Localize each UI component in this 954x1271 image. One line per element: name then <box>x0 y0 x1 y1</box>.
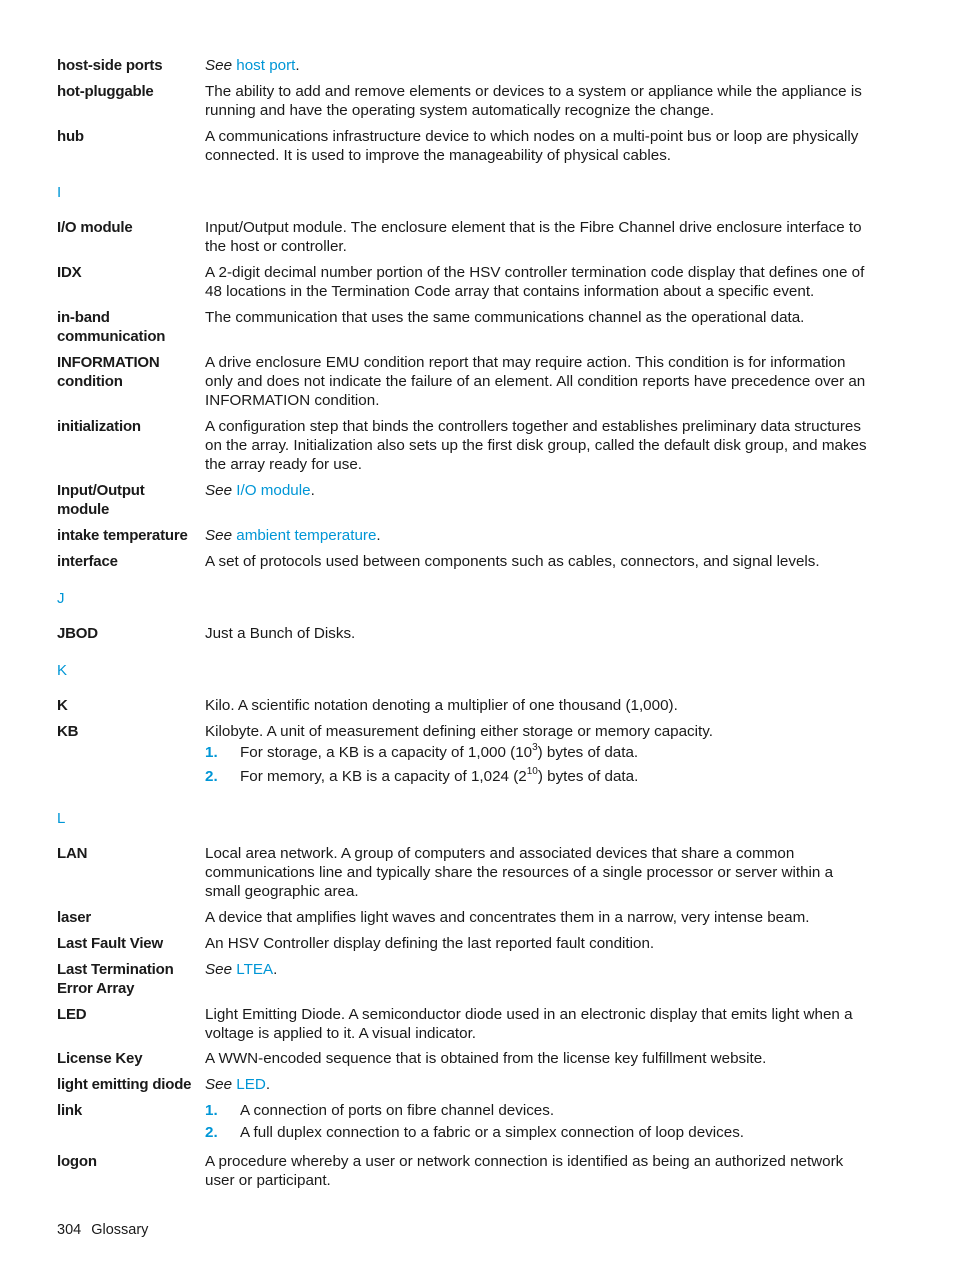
list-text: A full duplex connection to a fabric or a simplex connection of loop devices. <box>240 1124 745 1141</box>
definition-text: Kilobyte. A unit of measurement defining either storage or memory capacity. <box>205 723 713 740</box>
definition <box>205 56 869 75</box>
term: laser <box>57 909 92 926</box>
definition: A communications infrastructure device to which nodes on a multi-point bus or loop are physically connected. It is used to improve the manageability of physical cables. <box>205 128 859 165</box>
list-number: 1. <box>205 744 218 762</box>
see-label: See <box>205 1076 233 1093</box>
definition <box>205 526 869 545</box>
period: . <box>295 57 300 74</box>
term: hub <box>57 128 84 145</box>
definition: An HSV Controller display defining the last reported fault condition. <box>205 935 655 952</box>
period: . <box>376 527 381 544</box>
section-letter-j: J <box>57 590 65 607</box>
term: hot-pluggable <box>57 83 154 100</box>
ltea-link[interactable]: LTEA <box>236 961 274 978</box>
list-item <box>205 1101 869 1123</box>
section-letter-i: I <box>57 184 62 201</box>
footer-section: Glossary <box>91 1222 149 1238</box>
term: LAN <box>57 845 88 862</box>
list-text: For storage, a KB is a capacity of 1,000 (10 <box>240 744 533 762</box>
see-label: See <box>205 57 233 74</box>
definition: Local area network. A group of computers and associated devices that share a common communications line and typically share the resources of a single processor or server within a small geographic area. <box>205 845 834 901</box>
list-text-end: ) bytes of data. <box>537 768 639 786</box>
period: . <box>273 961 278 978</box>
list-text: A connection of ports on fibre channel devices. <box>240 1102 555 1119</box>
link-list <box>205 1101 869 1145</box>
period: . <box>265 1076 271 1093</box>
see-label: See <box>205 961 233 978</box>
term: link <box>57 1102 83 1119</box>
list-text-end: ) bytes of data. <box>537 744 639 762</box>
list-text: For memory, a KB is a capacity of 1,024 (2 <box>240 768 527 786</box>
definition <box>205 481 869 500</box>
section-letter-l: L <box>57 810 66 827</box>
see-label: See <box>205 482 233 499</box>
definition <box>205 722 869 791</box>
definition: The ability to add and remove elements or devices to a system or appliance while the appliance is running and have the operating system automatically recognize the change. <box>205 83 862 120</box>
term: I/O module <box>57 219 133 236</box>
period: . <box>310 482 315 499</box>
term: JBOD <box>57 625 98 642</box>
definition <box>205 1075 869 1094</box>
section-letter-k: K <box>57 662 68 679</box>
term: INFORMATION condition <box>57 354 160 390</box>
term: initialization <box>57 418 141 435</box>
exponent: 10 <box>526 766 538 778</box>
definition: Input/Output module. The enclosure element that is the Fibre Channel drive enclosure interface to the host or controller. <box>205 219 862 256</box>
list-number: 1. <box>205 1102 218 1119</box>
definition: A WWN-encoded sequence that is obtained from the license key fulfillment website. <box>205 1050 767 1067</box>
kb-list <box>205 743 869 791</box>
term: in-band communication <box>57 309 166 345</box>
term: intake temperature <box>57 527 188 544</box>
term: Last Fault View <box>57 935 163 952</box>
term: Last Termination Error Array <box>57 961 174 997</box>
list-item <box>205 743 869 767</box>
definition: The communication that uses the same communications channel as the operational data. <box>205 309 805 326</box>
io-module-link[interactable]: I/O module <box>236 482 311 499</box>
see-label: See <box>205 527 233 544</box>
term: Input/Output module <box>57 482 145 518</box>
definition: A set of protocols used between components such as cables, connectors, and signal levels. <box>205 553 820 570</box>
list-item <box>205 767 869 791</box>
list-number: 2. <box>205 1124 218 1141</box>
definition: A device that amplifies light waves and concentrates them in a narrow, very intense beam. <box>205 909 810 926</box>
term: interface <box>57 553 118 570</box>
term: light emitting diode <box>57 1076 192 1093</box>
term: host-side ports <box>57 57 163 74</box>
definition: Light Emitting Diode. A semiconductor diode used in an electronic display that emits light when a voltage is applied to it. A visual indicator. <box>205 1006 853 1043</box>
term: LED <box>57 1006 87 1023</box>
page-number: 304 <box>57 1222 82 1238</box>
host-port-link[interactable]: host port <box>236 57 296 74</box>
term: K <box>57 697 68 714</box>
term: License Key <box>57 1050 143 1067</box>
page-footer <box>57 1222 148 1238</box>
definition <box>205 960 869 979</box>
definition: Kilo. A scientific notation denoting a multiplier of one thousand (1,000). <box>205 697 678 714</box>
list-item <box>205 1123 869 1145</box>
definition <box>205 1101 869 1145</box>
definition: A 2-digit decimal number portion of the HSV controller termination code display that defines one of 48 locations in the Termination Code array that contains information about a specific event. <box>205 264 865 301</box>
term: KB <box>57 723 79 740</box>
term: logon <box>57 1153 97 1170</box>
definition: Just a Bunch of Disks. <box>205 625 356 642</box>
definition: A procedure whereby a user or network connection is identified as being an authorized network user or participant. <box>205 1153 844 1190</box>
definition: A drive enclosure EMU condition report that may require action. This condition is for information only and does not indicate the failure of an element. All condition reports have precedence over an INFORMATION condition. <box>205 354 866 410</box>
term: IDX <box>57 264 82 281</box>
definition: A configuration step that binds the controllers together and establishes preliminary data structures on the array. Initialization also sets up the first disk group, called the default disk group, and makes the array ready for use. <box>205 418 867 474</box>
list-number: 2. <box>205 768 218 786</box>
led-link[interactable]: LED <box>236 1076 266 1093</box>
ambient-temperature-link[interactable]: ambient temperature <box>236 527 377 544</box>
exponent: 3 <box>532 742 538 754</box>
